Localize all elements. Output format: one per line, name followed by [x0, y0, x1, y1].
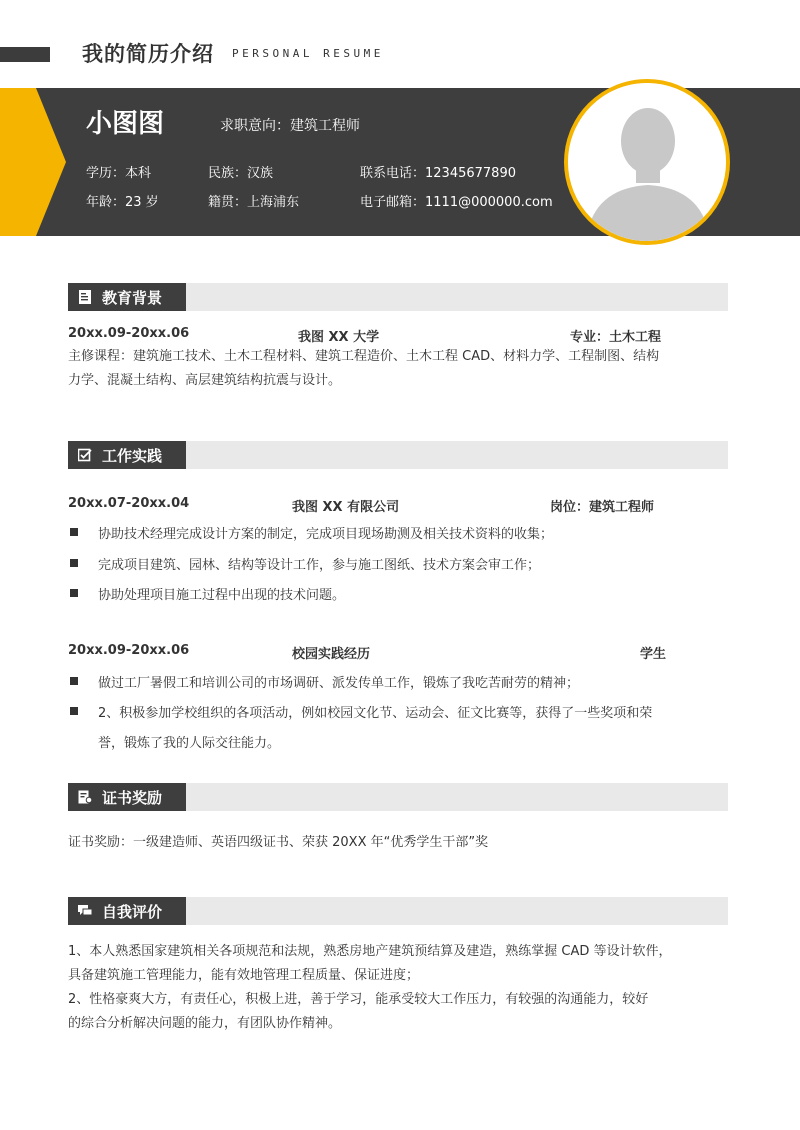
certificates-text: 证书奖励：一级建造师、英语四级证书、荣获 20XX 年“优秀学生干部”奖	[68, 835, 489, 850]
section-tab	[68, 441, 186, 469]
page-subtitle: PERSONAL RESUME	[232, 47, 384, 60]
job2-position: 学生	[640, 647, 667, 662]
self-evaluation-line3: 2、性格豪爽大方，有责任心，积极上进，善于学习，能承受较大工作压力，有较强的沟通能力，较好	[68, 992, 649, 1007]
job1-company: 我图 XX 有限公司	[292, 500, 400, 515]
section-tab	[68, 897, 186, 925]
ethnicity: 民族：汉族	[208, 166, 274, 181]
section-tab	[68, 283, 186, 311]
self-evaluation-line4: 的综合分析解决问题的能力，有团队协作精神。	[68, 1016, 342, 1031]
certificate-icon	[78, 790, 92, 804]
bullet-marker	[70, 707, 78, 715]
bullet-marker	[70, 589, 78, 597]
candidate-name: 小图图	[86, 109, 165, 139]
education-major: 专业：土木工程	[570, 330, 662, 345]
email-address: 电子邮箱：1111@000000.com	[360, 195, 553, 210]
document-icon	[78, 290, 92, 304]
header-accent-arrow	[0, 88, 66, 236]
page-title: 我的简历介绍	[82, 42, 214, 66]
self-evaluation-line2: 具备建筑施工管理能力，能有效地管理工程质量、保证进度；	[68, 968, 420, 983]
phone-number: 联系电话：12345677890	[360, 166, 516, 181]
job2-item: 做过工厂暑假工和培训公司的市场调研、派发传单工作，锻炼了我吃苦耐劳的精神；	[98, 676, 580, 691]
bullet-marker	[70, 559, 78, 567]
job1-item: 协助处理项目施工过程中出现的技术问题。	[98, 588, 346, 603]
title-bar-decoration	[0, 47, 50, 62]
job-intent: 求职意向：建筑工程师	[220, 118, 360, 134]
hometown: 籍贯：上海浦东	[208, 195, 300, 210]
section-title: 教育背景	[102, 289, 163, 307]
section-title: 工作实践	[102, 447, 163, 465]
education-courses-line2: 力学、混凝土结构、高层建筑结构抗震与设计。	[68, 373, 342, 388]
avatar-silhouette-icon	[568, 83, 726, 241]
section-header-work	[68, 441, 728, 469]
education-courses-line1: 主修课程：建筑施工技术、土木工程材料、建筑工程造价、土木工程 CAD、材料力学、工程制图、结构	[68, 349, 660, 364]
job2-company: 校园实践经历	[292, 647, 371, 662]
section-header-education	[68, 283, 728, 311]
section-title: 证书奖励	[102, 789, 163, 807]
job2-item: 2、积极参加学校组织的各项活动，例如校园文化节、运动会、征文比赛等，获得了一些奖项和荣	[98, 706, 653, 721]
section-header-certificates	[68, 783, 728, 811]
education-level: 学历：本科	[86, 166, 152, 181]
self-evaluation-line1: 1、本人熟悉国家建筑相关各项规范和法规，熟悉房地产建筑预结算及建造，熟练掌握 CAD 等设计软件，	[68, 944, 672, 959]
education-school: 我图 XX 大学	[298, 330, 380, 345]
job2-item-continuation: 誉，锻炼了我的人际交往能力。	[98, 736, 281, 751]
job1-item: 协助技术经理完成设计方案的制定，完成项目现场勘测及相关技术资料的收集；	[98, 527, 554, 542]
job2-date: 20xx.09-20xx.06	[68, 643, 190, 658]
section-title: 自我评价	[102, 903, 163, 921]
education-date: 20xx.09-20xx.06	[68, 326, 190, 341]
chat-bubble-icon	[78, 904, 92, 918]
age: 年龄：23 岁	[86, 195, 159, 210]
job1-position: 岗位：建筑工程师	[550, 500, 655, 515]
job1-date: 20xx.07-20xx.04	[68, 496, 190, 511]
section-tab	[68, 783, 186, 811]
edit-checkbox-icon	[78, 448, 92, 462]
section-header-self-evaluation	[68, 897, 728, 925]
job1-item: 完成项目建筑、园林、结构等设计工作，参与施工图纸、技术方案会审工作；	[98, 558, 541, 573]
bullet-marker	[70, 677, 78, 685]
bullet-marker	[70, 528, 78, 536]
avatar	[564, 79, 730, 245]
